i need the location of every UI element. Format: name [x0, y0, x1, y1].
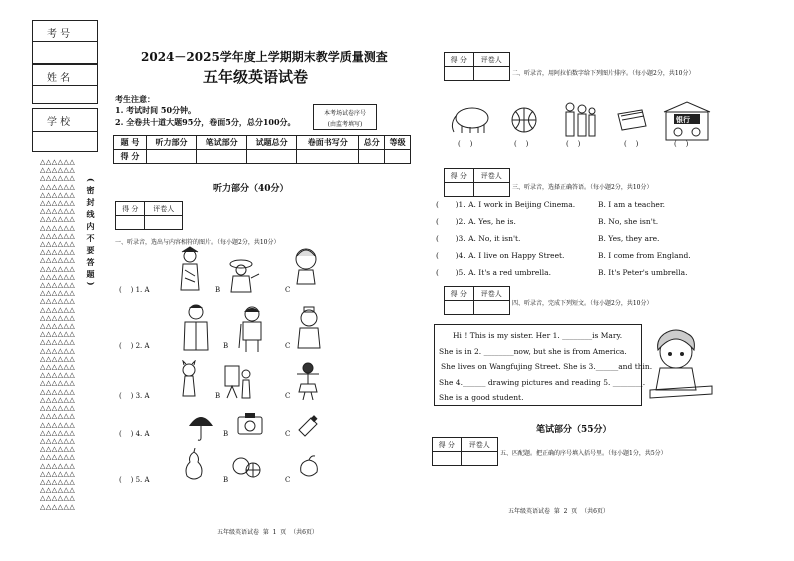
grader-reviewer-cell[interactable]	[145, 216, 183, 230]
q3-option-a[interactable]: ( )4. A. I live on Happy Street.	[436, 251, 565, 260]
q1-option-b: B	[215, 286, 221, 294]
q4-line: She is a good student.	[439, 393, 524, 402]
q1-row	[119, 244, 399, 300]
triangle-row: △△△△△△	[40, 158, 76, 166]
q3-option-b[interactable]: B. It's Peter's umbrella.	[598, 268, 688, 277]
triangle-row: △△△△△△	[40, 453, 76, 462]
triangle-row: △△△△△△	[40, 412, 76, 421]
score-table	[113, 135, 411, 164]
q3-option-a[interactable]: ( )5. A. It's a red umbrella.	[436, 268, 552, 277]
cat-icon[interactable]	[177, 360, 201, 400]
triangle-row: △△△△△△	[40, 305, 76, 314]
grader-box-q3	[444, 168, 510, 197]
score-header-2: 笔试部分	[197, 136, 247, 150]
grader-box-q4	[444, 286, 510, 315]
triangle-row: △△△△△△	[40, 190, 76, 199]
score-header-6: 等级	[385, 136, 411, 150]
girl-icon[interactable]	[293, 246, 319, 286]
triangle-row: △△△△△△	[40, 445, 76, 454]
triangle-row: △△△△△△	[40, 379, 76, 388]
nurse-icon[interactable]	[295, 306, 323, 350]
triangle-row: △△△△△△	[40, 174, 76, 183]
score-row-label: 得 分	[114, 150, 147, 164]
q1-number: ( ) 2. A	[119, 342, 150, 350]
triangle-row: △△△△△△	[40, 346, 76, 355]
grader-score-cell[interactable]	[433, 452, 462, 466]
triangle-row: △△△△△△	[40, 420, 76, 429]
q1-row	[119, 410, 399, 450]
score-cell[interactable]	[297, 150, 359, 164]
triangle-row: △△△△△△	[40, 215, 76, 224]
q2-blank[interactable]: ( )	[624, 140, 639, 148]
q3-option-a[interactable]: ( )1. A. I work in Beijing Cinema.	[436, 200, 576, 209]
note-1: 1. 考试时间 50分钟。	[115, 105, 197, 115]
q4-passage-box	[434, 324, 653, 406]
q1-option-b: B	[223, 476, 229, 484]
triangle-row: △△△△△△	[40, 469, 76, 478]
triangle-row: △△△△△△	[40, 354, 76, 363]
q2-instruction: 二、听录音，用阿拉伯数字给下列图片排序。（每小题2分，共10分）	[512, 70, 695, 77]
peach-icon[interactable]	[297, 454, 321, 480]
grader-score-cell[interactable]	[116, 216, 145, 230]
basketball-icon[interactable]	[510, 106, 538, 134]
q1-number: ( ) 5. A	[119, 476, 150, 484]
q2-blank[interactable]: ( )	[458, 140, 473, 148]
triangle-row: △△△△△△	[40, 338, 76, 347]
triangle-row: △△△△△△	[40, 231, 76, 240]
q1-row	[119, 302, 399, 358]
dancer-icon[interactable]	[293, 360, 323, 400]
grader-reviewer-cell[interactable]	[473, 67, 509, 81]
triangle-row: △△△△△△	[40, 223, 76, 232]
grader-score-cell[interactable]	[445, 67, 474, 81]
q1-option-c: C	[285, 430, 291, 438]
q1-option-c: C	[285, 342, 291, 350]
bottle-icon[interactable]	[295, 414, 321, 438]
triangle-row: △△△△△△	[40, 281, 76, 290]
camera-icon[interactable]	[237, 412, 263, 436]
farmer-icon[interactable]	[227, 256, 261, 294]
triangle-row: △△△△△△	[40, 436, 76, 445]
q1-option-c: C	[285, 476, 291, 484]
score-cell[interactable]	[385, 150, 411, 164]
q1-number: ( ) 3. A	[119, 392, 150, 400]
triangle-row: △△△△△△	[40, 289, 76, 298]
triangle-row: △△△△△△	[40, 297, 76, 306]
grader-reviewer-label: 评卷人	[461, 438, 497, 452]
serial-number-box[interactable]	[313, 104, 377, 130]
q1-option-b: B	[215, 392, 221, 400]
q1-instruction: 一、听录音，选出与内容相符的图片。（每小题2分，共10分）	[115, 239, 280, 246]
exam-subtitle: 五年级英语试卷	[203, 68, 309, 86]
serial-label-2: (由监考填写)	[327, 121, 363, 128]
triangle-row: △△△△△△	[40, 272, 76, 281]
triangle-row: △△△△△△	[40, 313, 76, 322]
score-cell[interactable]	[359, 150, 385, 164]
grader-score-label: 得 分	[433, 438, 462, 452]
grader-box-q2	[444, 52, 510, 81]
exam-title: 2024－2025学年度上学期期末教学质量测查	[141, 50, 388, 64]
triangle-row: △△△△△△	[40, 182, 76, 191]
listening-title: 听力部分（40分）	[213, 184, 289, 194]
page-1	[105, 0, 405, 561]
school-field[interactable]	[32, 108, 98, 152]
family-icon[interactable]	[560, 100, 600, 138]
score-header-5: 总分	[359, 136, 385, 150]
q3-option-b[interactable]: B. I am a teacher.	[598, 200, 665, 209]
score-cell[interactable]	[247, 150, 297, 164]
q1-number: ( ) 1. A	[119, 286, 150, 294]
q2-pictures	[444, 100, 714, 150]
q3-option-b[interactable]: B. Yes, they are.	[598, 234, 660, 243]
grader-reviewer-label: 评卷人	[473, 169, 509, 183]
triangle-row: △△△△△△	[40, 199, 76, 208]
score-header-0: 题 号	[114, 136, 147, 150]
exam-number-label: 考 号	[47, 29, 71, 40]
school-label: 学 校	[47, 117, 71, 128]
umbrella-icon[interactable]	[187, 412, 215, 442]
grader-box-q1	[115, 201, 183, 230]
triangle-row: △△△△△△	[40, 502, 76, 511]
score-cell[interactable]	[197, 150, 247, 164]
grader-score-label: 得 分	[116, 202, 145, 216]
written-title: 笔试部分（55分）	[536, 425, 612, 435]
triangle-row: △△△△△△	[40, 240, 76, 249]
q3-option-b[interactable]: B. No, she isn't.	[598, 217, 659, 226]
triangle-row: △△△△△△	[40, 461, 76, 470]
q1-option-c: C	[285, 286, 291, 294]
name-field[interactable]	[32, 64, 98, 104]
page1-footer: 五年级英语试卷 第 1 页 （共6页）	[217, 529, 318, 536]
grader-reviewer-label: 评卷人	[473, 287, 509, 301]
triangle-row: △△△△△△	[40, 494, 76, 503]
pear-icon[interactable]	[181, 448, 207, 482]
serial-label-1: 本考场试卷序号	[323, 110, 366, 117]
score-header-4: 卷面书写分	[297, 136, 359, 150]
score-header-1: 听力部分	[147, 136, 197, 150]
notes-title: 考生注意：	[115, 94, 155, 104]
triangle-row: △△△△△△	[40, 330, 76, 339]
worker-icon[interactable]	[237, 304, 267, 354]
grader-reviewer-label: 评卷人	[473, 53, 509, 67]
note-2: 2. 全卷共十道大题95分，卷面5分，总分100分。	[115, 117, 296, 127]
triangle-row: △△△△△△	[40, 264, 76, 273]
page2-footer: 五年级英语试卷 第 2 页 （共6页）	[508, 508, 609, 515]
grader-reviewer-label: 评卷人	[145, 202, 183, 216]
doctor-icon[interactable]	[181, 302, 211, 352]
page-2	[432, 0, 732, 561]
sister-drawing-icon	[648, 328, 714, 400]
seal-strip	[0, 0, 100, 561]
triangle-row: △△△△△△	[40, 486, 76, 495]
grader-score-cell[interactable]	[445, 183, 474, 197]
elephant-icon[interactable]	[450, 104, 494, 134]
book-icon[interactable]	[616, 108, 648, 132]
q1-option-c: C	[285, 392, 291, 400]
q4-line[interactable]: She lives on Wangfujing Street. She is 3.______and thin.	[441, 362, 653, 371]
score-cell[interactable]	[147, 150, 197, 164]
q1-option-b: B	[223, 430, 229, 438]
grader-score-label: 得 分	[445, 287, 474, 301]
score-header-3: 试题总分	[247, 136, 297, 150]
triangle-row: △△△△△△	[40, 395, 76, 404]
q3-instruction: 三、听录音，选择正确答语。（每小题2分，共10分）	[512, 184, 653, 191]
triangle-row: △△△△△△	[40, 363, 76, 372]
painting-icon[interactable]	[223, 362, 255, 400]
q3-option-a[interactable]: ( )2. A. Yes, he is.	[436, 217, 516, 226]
q5-instruction: 五、匹配题。把正确的序号填入括号里。（每小题1分，共5分）	[500, 450, 667, 457]
triangle-row: △△△△△△	[40, 248, 76, 257]
q1-number: ( ) 4. A	[119, 430, 150, 438]
q3-option-a[interactable]: ( )3. A. No, it isn't.	[436, 234, 521, 243]
exam-number-field[interactable]	[32, 20, 98, 64]
triangle-row: △△△△△△	[40, 256, 76, 265]
triangle-row: △△△△△△	[40, 404, 76, 413]
grader-score-cell[interactable]	[445, 301, 474, 315]
q4-line[interactable]: Hi ! This is my sister. Her 1. ________is Mary.	[453, 331, 623, 340]
q2-blank[interactable]: ( )	[674, 140, 689, 148]
q1-option-b: B	[223, 342, 229, 350]
grader-score-label: 得 分	[445, 169, 474, 183]
q4-line[interactable]: She 4.______ drawing pictures and reading 5. ________.	[439, 377, 646, 387]
triangle-row: △△△△△△	[40, 387, 76, 396]
orange-icon[interactable]	[231, 452, 263, 480]
triangle-row: △△△△△△	[40, 322, 76, 331]
triangle-row: △△△△△△	[40, 428, 76, 437]
q3-option-b[interactable]: B. I come from England.	[598, 251, 691, 260]
grader-reviewer-cell[interactable]	[473, 301, 509, 315]
q2-blank[interactable]: ( )	[514, 140, 529, 148]
triangle-border	[40, 158, 84, 511]
grader-reviewer-cell[interactable]	[461, 452, 497, 466]
q4-line[interactable]: She is in 2. ________now, but she is from America.	[439, 346, 627, 356]
q4-instruction: 四、听录音，完成下列短文。（每小题2分，共10分）	[512, 300, 653, 307]
grader-score-label: 得 分	[445, 53, 474, 67]
triangle-row: △△△△△△	[40, 477, 76, 486]
triangle-row: △△△△△△	[40, 207, 76, 216]
grader-box-q5	[432, 437, 498, 466]
triangle-row: △△△△△△	[40, 371, 76, 380]
q1-row	[119, 448, 399, 490]
q1-row	[119, 358, 399, 408]
q2-blank[interactable]: ( )	[566, 140, 581, 148]
grader-reviewer-cell[interactable]	[473, 183, 509, 197]
name-label: 姓 名	[47, 73, 71, 84]
seal-line-text: (密封线内不要答题)	[86, 178, 96, 290]
bank-sign: 银行	[676, 115, 690, 124]
opera-singer-icon[interactable]	[177, 246, 203, 292]
triangle-row: △△△△△△	[40, 166, 76, 175]
